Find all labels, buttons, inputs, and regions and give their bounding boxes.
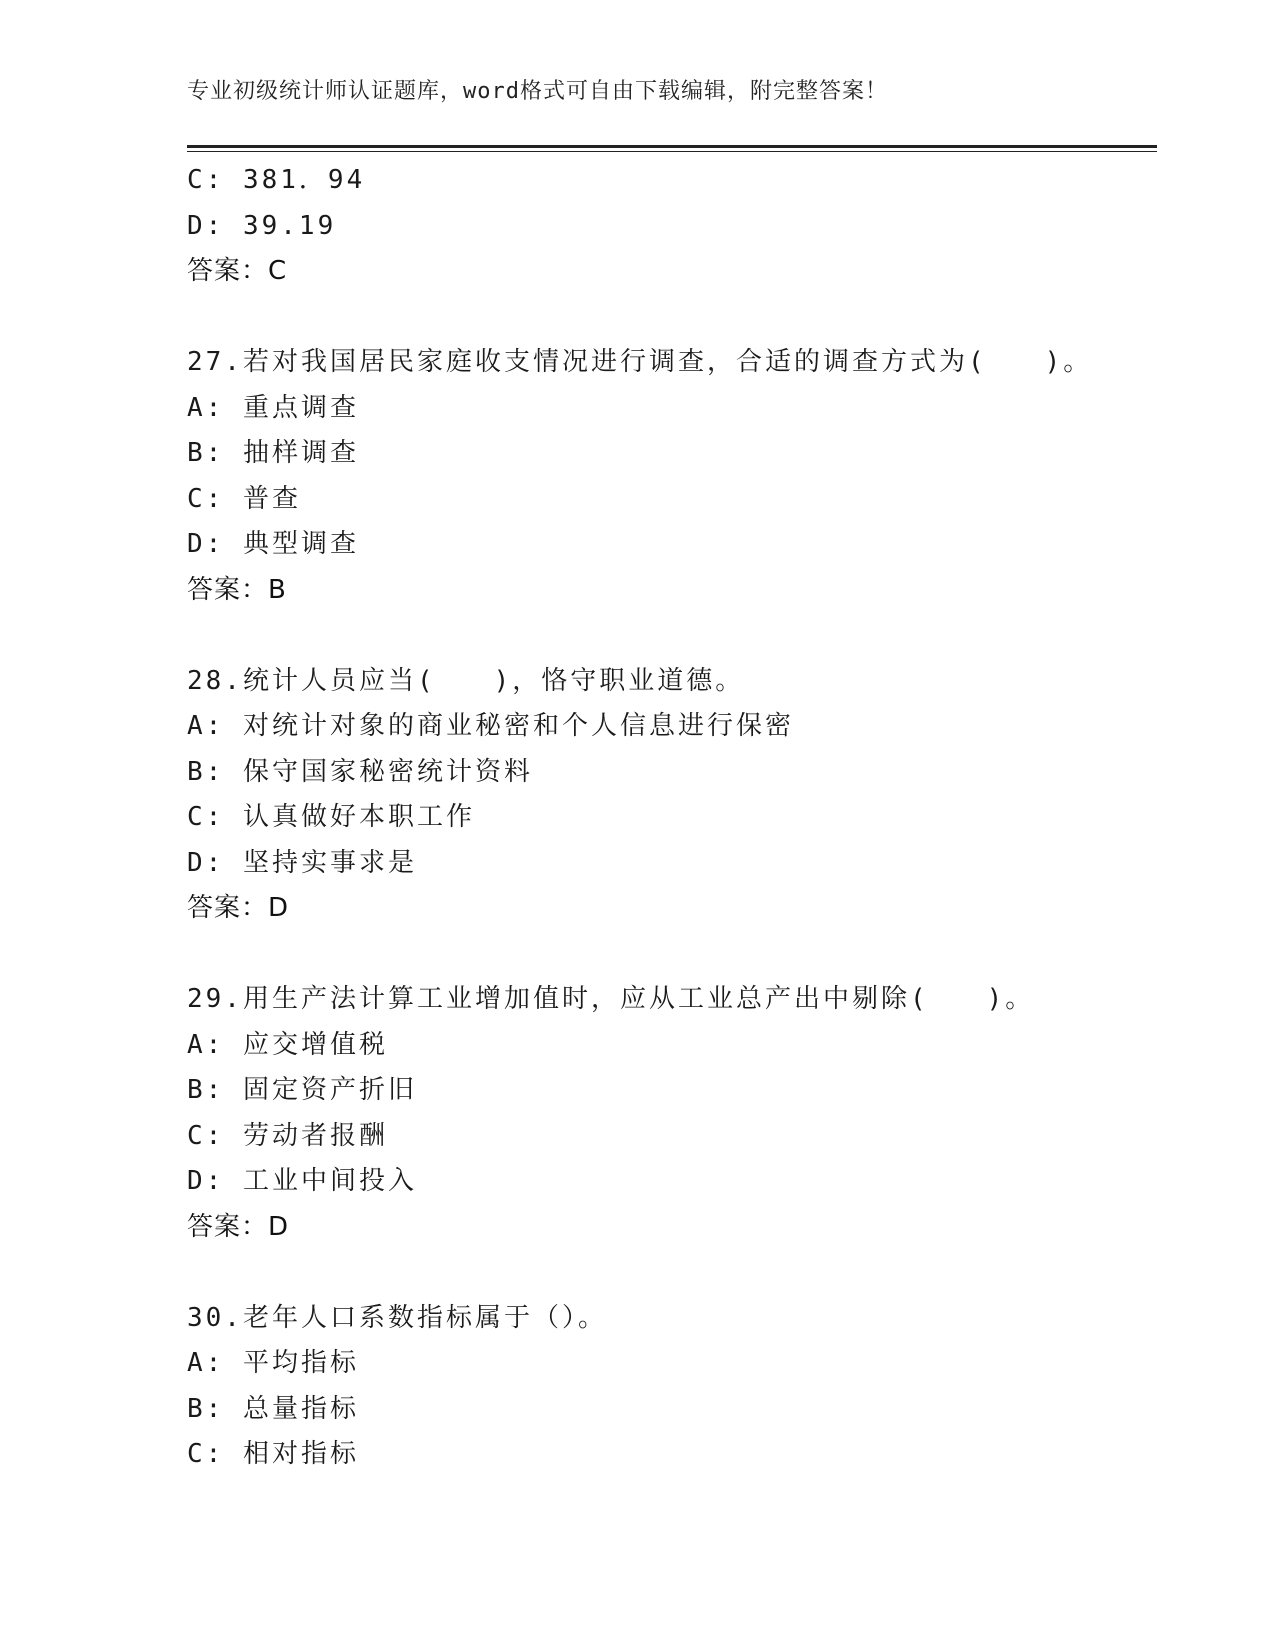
option-line: A: 重点调查	[187, 392, 359, 423]
option-line: C: 相对指标	[187, 1439, 359, 1469]
page-header: 专业初级统计师认证题库，word格式可自由下载编辑，附完整答案！	[187, 79, 888, 104]
option-line: D: 39.19	[187, 210, 337, 241]
option-line: A: 应交增值税	[187, 1029, 388, 1060]
question-list	[187, 158, 1157, 1478]
answer-line: 答案：C	[187, 256, 288, 286]
option-line: C: 普查	[187, 483, 301, 514]
option-line: C: 381．94	[187, 165, 366, 195]
option-line: B: 总量指标	[187, 1393, 359, 1424]
option-line: C: 劳动者报酬	[187, 1120, 388, 1151]
option-line: A: 平均指标	[187, 1348, 359, 1378]
answer-line: 答案：D	[187, 1211, 290, 1242]
answer-line: 答案：D	[187, 893, 290, 923]
header-rule-thick	[187, 145, 1157, 148]
question-text: 29.用生产法计算工业增加值时，应从工业总产出中剔除( )。	[187, 984, 1035, 1014]
header-rule-thin	[187, 151, 1157, 152]
option-line: B: 保守国家秘密统计资料	[187, 756, 533, 787]
option-line: B: 固定资产折旧	[187, 1075, 417, 1105]
question-text: 27.若对我国居民家庭收支情况进行调查，合适的调查方式为( )。	[187, 347, 1093, 377]
question-text: 30.老年人口系数指标属于（）。	[187, 1302, 607, 1333]
answer-line: 答案：B	[187, 574, 287, 605]
option-line: B: 抽样调查	[187, 438, 359, 468]
option-line: C: 认真做好本职工作	[187, 802, 475, 832]
option-line: D: 典型调查	[187, 529, 359, 559]
option-line: A: 对统计对象的商业秘密和个人信息进行保密	[187, 711, 794, 741]
question-text: 28.统计人员应当( )，恪守职业道德。	[187, 665, 745, 696]
option-line: D: 工业中间投入	[187, 1166, 417, 1196]
option-line: D: 坚持实事求是	[187, 847, 417, 878]
